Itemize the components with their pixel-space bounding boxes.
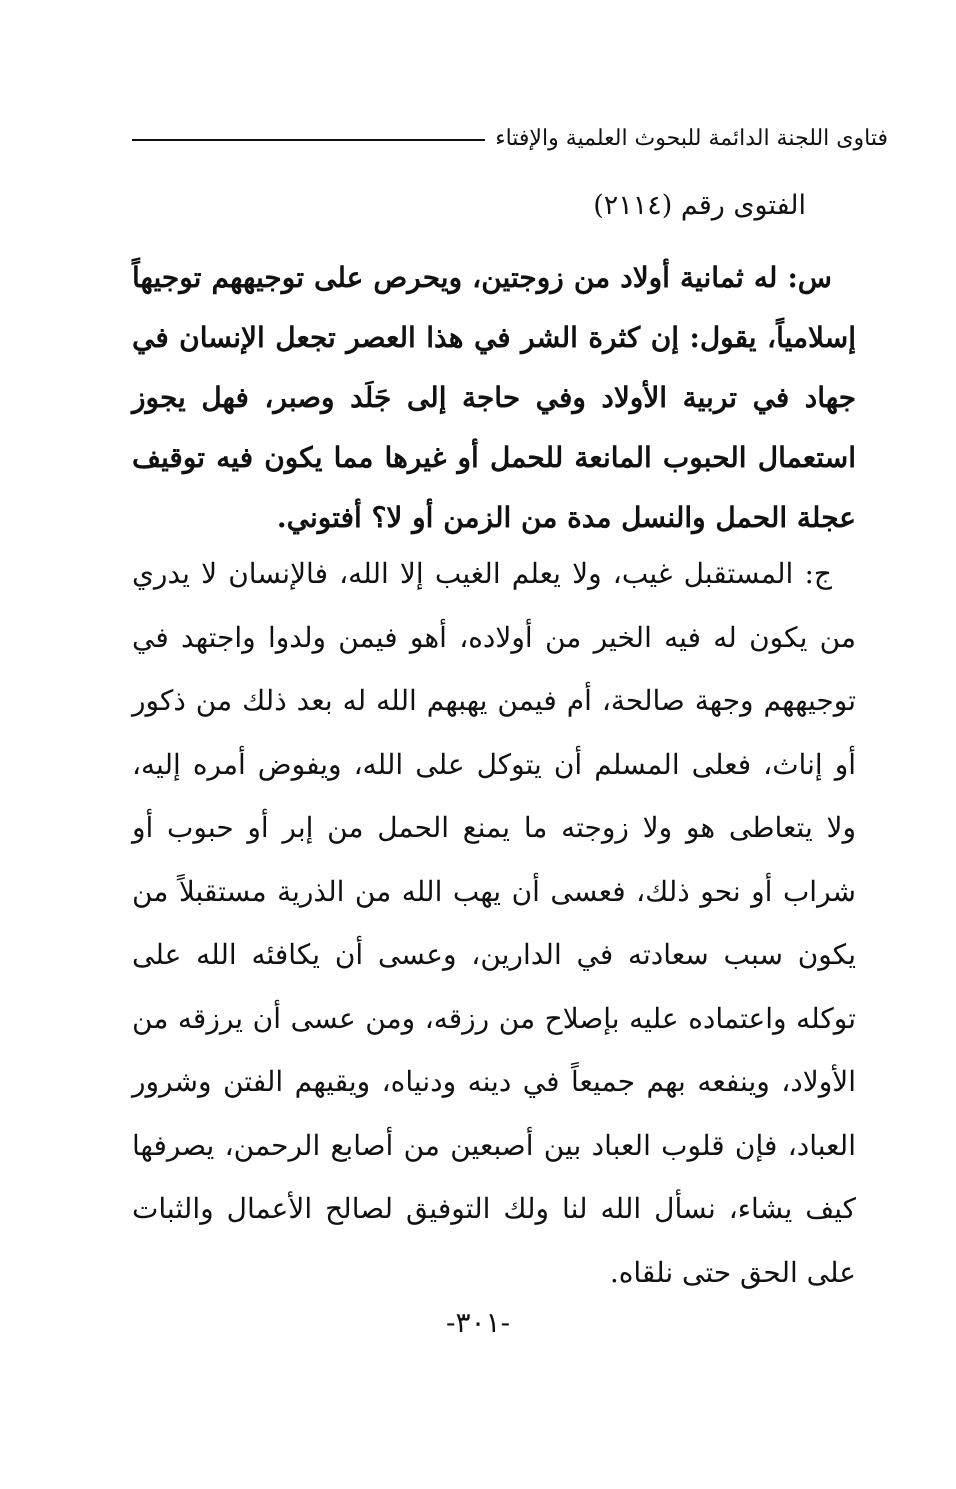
header-rule [132, 139, 485, 141]
question-paragraph: س: له ثمانية أولاد من زوجتين، ويحرص على توجيههم توجيهاً إسلامياً، يقول: إن كثرة الشر في هذا العصر تجعل الإنسان في جهاد في تربية الأولاد وفي حاجة إلى جَلَد وصبر، فهل يجوز استعمال الحبوب المانعة للحمل أو غيرها مما يكون فيه توقيف عجلة الحمل والنسل مدة من الزمن أو لا؟ أفتوني. [132, 261, 857, 534]
page-number: -٣٠١- [445, 1306, 511, 1339]
running-header [132, 118, 888, 158]
answer-paragraph: ج: المستقبل غيب، ولا يعلم الغيب إلا الله، فالإنسان لا يدري من يكون له فيه الخير من أولاده، أهو فيمن ولدوا واجتهد في توجيههم وجهة صالحة، أم فيمن يهبهم الله له بعد ذلك من ذكور أو إناث، فعلى المسلم أن يتوكل على الله، ويفوض أمره إليه، ولا يتعاطى هو ولا زوجته ما يمنع الحمل من إبر أو حبوب أو شراب أو نحو ذلك، فعسى أن يهب الله من الذرية مستقبلاً من يكون سبب سعادته في الدارين، وعسى أن يكافئه الله على توكله واعتماده عليه بإصلاح من رزقه، ومن عسى أن يرزقه من الأولاد، وينفعه بهم جميعاً في دينه ودنياه، ويقيهم الفتن وشرور العباد، فإن قلوب العباد بين أصبعين من أصابع الرحمن، يصرفها كيف يشاء، نسأل الله لنا ولك التوفيق لصالح الأعمال والثبات على الحق حتى نلقاه. [132, 557, 856, 1289]
fatwa-number: الفتوى رقم (٢١١٤) [593, 190, 806, 221]
header-title: فتاوى اللجنة الدائمة للبحوث العلمية والإفتاء [495, 125, 888, 151]
